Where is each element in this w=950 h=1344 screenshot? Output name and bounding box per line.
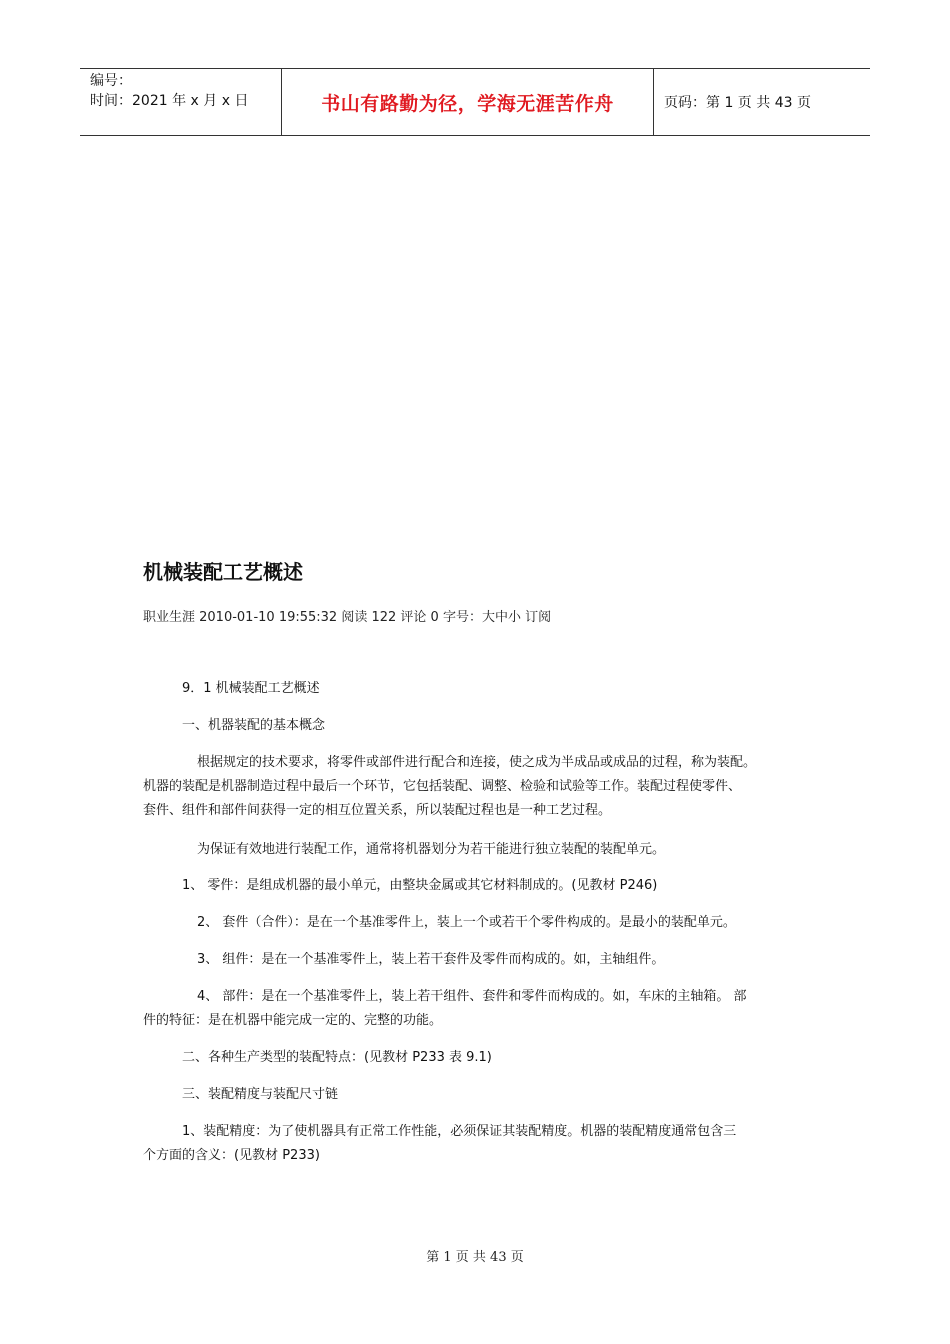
subsection-heading: 二、各种生产类型的装配特点：(见教材 P233 表 9.1) — [182, 1050, 492, 1065]
subsection-heading: 一、机器装配的基本概念 — [182, 718, 326, 733]
motto-text: 书山有路勤为径，学海无涯苦作舟 — [321, 92, 614, 115]
paragraph-line: 件的特征：是在机器中能完成一定的、完整的功能。 — [143, 1013, 443, 1028]
section-heading: 9．1 机械装配工艺概述 — [182, 681, 320, 696]
header-table — [80, 68, 870, 136]
number-label: 编号： — [90, 73, 132, 89]
motto-cell — [282, 69, 654, 135]
paragraph-line: 根据规定的技术要求，将零件或部件进行配合和连接，使之成为半成品或成品的过程，称为装配。 — [197, 755, 757, 770]
paragraph-line: 套件、组件和部件间获得一定的相互位置关系，所以装配过程也是一种工艺过程。 — [143, 803, 612, 818]
paragraph-line: 个方面的含义：(见教材 P233) — [143, 1148, 320, 1163]
page-info-cell — [654, 69, 870, 135]
page-info-text: 页码：第 1 页 共 43 页 — [664, 95, 811, 111]
list-item: 3、 组件：是在一个基准零件上，装上若干套件及零件而构成的。如，主轴组件。 — [197, 952, 665, 967]
list-item: 1、 零件：是组成机器的最小单元，由整块金属或其它材料制成的。(见教材 P246) — [182, 878, 658, 893]
article-title: 机械装配工艺概述 — [143, 560, 303, 584]
header-left-cell — [80, 69, 282, 135]
page-footer: 第 1 页 共 43 页 — [426, 1250, 524, 1265]
time-label: 时间：2021 年 x 月 x 日 — [90, 93, 249, 109]
article-meta: 职业生涯 2010-01-10 19:55:32 阅读 122 评论 0 字号：大中小 订阅 — [143, 610, 552, 625]
paragraph-line: 1、装配精度：为了使机器具有正常工作性能，必须保证其装配精度。机器的装配精度通常包含三 — [182, 1124, 737, 1139]
subsection-heading: 三、装配精度与装配尺寸链 — [182, 1087, 339, 1102]
paragraph-line: 为保证有效地进行装配工作，通常将机器划分为若干能进行独立装配的装配单元。 — [197, 842, 666, 857]
list-item: 2、 套件（合件）：是在一个基准零件上，装上一个或若干个零件构成的。是最小的装配单元。 — [197, 915, 736, 930]
list-item: 4、 部件：是在一个基准零件上，装上若干组件、套件和零件而构成的。如，车床的主轴箱。 部 — [197, 989, 747, 1004]
paragraph-line: 机器的装配是机器制造过程中最后一个环节，它包括装配、调整、检验和试验等工作。装配过程使零件、 — [143, 779, 742, 794]
